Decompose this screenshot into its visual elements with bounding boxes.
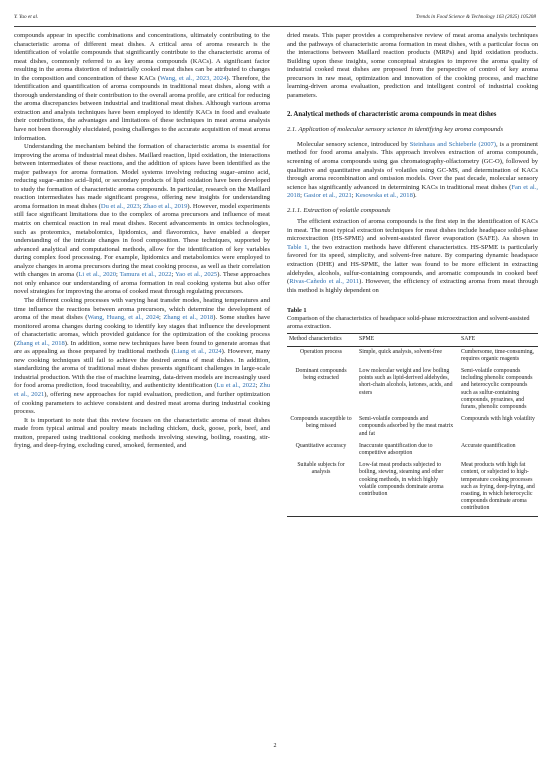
header-authors: Y. Yao et al.: [14, 14, 39, 20]
right-paragraph-3: The efficient extraction of aroma compounds is the first step in the identification of KACs in meat. The most typical extraction techniques for meat dishes include headspace solid-phase microextraction (HS-SPME) and solvent-assisted flavor evaporation (SAFE). As shown in Table 1, the two extraction methods have different characteristics. HS-SPME is particularly favored for its speed, simplicity, and solvent-free nature. By comparing dynamic headspace extraction (DHE) and HS-SPME, the latter was found to be more efficient in extracting aldehydes, alcohols, sulfur-containing compounds, and aromatic compounds in cooked beef (Rivas-Cañedo et al., 2011). However, the efficiency of extracting aroma from meat through this method is highly dependent on: [287, 218, 539, 294]
citation-link[interactable]: Zhang et al., 2018: [16, 339, 65, 347]
table-cell: Dominant compounds being extracted: [295, 368, 347, 382]
table-header-cell: SAFE: [461, 336, 476, 343]
page-number: 2: [273, 743, 277, 749]
table-cell: Quantitative accuracy: [295, 442, 347, 449]
table-row: [287, 414, 538, 441]
table-cell: Low-fat meat products subjected to boiling, stewing, steaming and other cooking methods, in which highly volatile compounds dominate aroma contribution: [359, 462, 444, 498]
table-cell: Low molecular weight and low boiling points such as lipid-derived aldehydes, short-chain alcohols, ketones, acids, and esters: [359, 368, 453, 396]
table-row: [287, 441, 538, 460]
table-row: [287, 347, 538, 366]
citation-link[interactable]: Zhang et al., 2018: [163, 314, 214, 322]
citation-link[interactable]: Wang, Huang, et al., 2024: [87, 314, 160, 322]
table-cell: Operation process: [299, 348, 342, 355]
right-paragraph-1: dried meats. This paper provides a comprehensive review of meat aroma analysis techniques and the pathways of characteristic aroma formation in meat dishes, with a particular focus on the interactions between Maillard reaction products (MRPs) and lipid oxidation products. Building upon these insights, some conceptual strategies to improve the aroma quality of industrial cooked meat dishes are proposed from the perspective of control of key aroma precursors in raw meat, optimization and innovation of the cooking process, and machine learning-driven aroma evaluation, prediction and intelligent control of industrial cooking parameters.: [287, 32, 538, 99]
left-paragraph-4: It is important to note that this review focuses on the characteristic aroma of meat dishes made from typical animal and poultry meats including chicken, duck, goose, pork, beef, and mutton, prepared using traditional cooking methods involving stewing, boiling, roasting, stir-frying, and deep-frying, excluding cured, smoked, fermented, and: [14, 416, 270, 450]
citation-link[interactable]: Kesowska et al., 2018: [355, 192, 413, 200]
left-column: [14, 32, 270, 451]
header-rule: [14, 26, 536, 27]
right-paragraph-2: Molecular sensory science, introduced by Steinhaus and Schieberle (2007), is a prominent method for food aroma analysis. This approach involves extraction of aroma compounds, screening of aroma compounds using gas chromatography-olfactometry (GC-O), followed by qualitative and quantitative analysis of volatiles using GC-MS, and determination of KACs through aroma recombination and omission models. Over the past decade, molecular sensory science has significantly advanced in determining KACs in traditional meat dishes (Fan et al., 2018; Gasior et al., 2021; Kesowska et al., 2018).: [287, 140, 538, 200]
subsection-heading: 2.1. Application of molecular sensory science in identifying key aroma compounds: [287, 126, 504, 134]
left-paragraph-2: Understanding the mechanism behind the formation of characteristic aroma is essential for improving the aroma of industrial meat dishes. Maillard reaction, lipid oxidation, the interactions between intermediates of these reactions, and the addition of spices have been identified as the major pathways for aroma formation. Model systems involving reducing sugar–amino acid, reducing sugar–amino acid–lipid, or secondary products of lipid oxidation have been developed to study the formation of characteristic aroma compounds. In particular, research on the Maillard reaction intermediates has made significant progress, offering new insights for understanding aroma formation in meat dishes (Du et al., 2023; Zhao et al., 2019). However, model experiments still face significant limitations due to the complex of aroma precursors and influence of meat matrix on chemical reaction in real meat dishes. Recent advancements in omics technologies, such as proteomics, metabolomics, lipidomics, and flavoromics, have enabled a deeper understanding of the intricate changes in food composition. These techniques, supported by advanced analytical and computational methods, allow for the identification of key variables during complex food processing. For example, lipidomics and metabolomics were employed to analyze changes in aroma precursors during the meat cooking process, as well as their correlation with changes in aroma (Li et al., 2020; Tamura et al., 2022; Yao et al., 2025). These approaches not only enhance our understanding of aroma formation in real cooking systems but also offer novel strategies for improving the aroma of cooked meat through regulating precursors.: [14, 143, 270, 296]
subsubsection-heading: 2.1.1. Extraction of volatile compounds: [287, 206, 391, 214]
table-header-cell: Method characteristics: [289, 336, 342, 343]
citation-link[interactable]: Yao et al., 2025: [175, 271, 218, 279]
table-cell: Accurate quantification: [461, 442, 516, 449]
table-cell: Compounds susceptible to being missed: [290, 416, 352, 430]
citation-link[interactable]: Steinhaus and Schieberle (2007): [409, 140, 496, 148]
table-cell: Simple, quick analysis, solvent-free: [359, 348, 442, 355]
table-cell: Compounds with high volatility: [461, 416, 535, 423]
table-row: [287, 460, 538, 515]
table-cell: Meat products with high fat content, or subjected to high-temperature cooking processes such as frying, deep-frying, and roasting, in which heterocyclic compounds dominate aroma contribution: [461, 462, 535, 512]
citation-link[interactable]: Gasior et al., 2021: [303, 192, 352, 200]
left-paragraph-1: compounds appear in specific combinations and concentrations, ultimately contributing to the characteristic aroma of different meat dishes. A critical area of aroma research is the identification of volatile compounds that significantly contribute to the characteristic aroma of meat dishes, commonly referred to as key aroma compounds (KACs). A significant factor resulting in the aroma distortion of industrially cooked meat dishes can be attributed to changes in the composition and concentration of these KACs (Wang, et al., 2023, 2024). Therefore, the identification and quantification of aroma compounds in traditional meat dishes, along with a thorough understanding of their contribution to the overall aroma profile, are critical for reducing the aroma discrepancies between industrial and traditional meat dishes. Although various aroma extraction and analysis techniques have been employed to identify KACs in food and evaluate their contributions, the advantages and limitations of these techniques in meat aroma analysis have not been thoroughly elucidated, posing challenges to the accurate acquisition of meat aroma information.: [14, 32, 270, 142]
table-cell: Suitable subjects for analysis: [297, 462, 345, 476]
table-title: Table 1: [287, 307, 307, 315]
table-bottom-rule: [287, 516, 538, 517]
left-paragraph-3: The different cooking processes with varying heat transfer modes, heating temperatures and time influence the reactions between aroma precursors, which determine the development of aroma of the meat dishes (Wang, Huang, et al., 2024; Zhang et al., 2018). Some studies have monitored aroma changes during cooking to identify key stages that influence the development of characteristic aromas, which provided guidance for the optimization of the cooking process (Zhang et al., 2018). In addition, some new techniques have been found to generate aromas that are as appealing as those prepared by traditional methods (Liang et al., 2024). However, many new cooking techniques still fail to achieve the desired aroma of meat dishes. In addition, standardizing the aroma of traditional meat dishes presents significant challenges in large-scale industrial production. With the rise of machine learning, data-driven models are increasingly used for food aroma prediction, food traceability, and authenticity identification (Lu et al., 2022; Zhu et al., 2021), offering new approaches for rapid evaluation, prediction, and further optimization of cooking parameters to achieve consistent and desired meat aroma during industrial cooking process.: [14, 296, 271, 416]
citation-link[interactable]: Rivas-Cañedo et al., 2011: [289, 278, 360, 286]
table-body: [287, 334, 538, 515]
citation-link[interactable]: Tamura et al., 2022: [119, 271, 172, 279]
header-journal: Trends in Food Science & Technology 163 (2025) 105208: [415, 14, 536, 20]
citation-link[interactable]: Lu et al., 2022: [216, 382, 256, 390]
citation-link[interactable]: Fan et al., 2018: [287, 183, 538, 200]
table-cell: Semi-volatile compounds and compounds adsorbed by the meat matrix and fat: [359, 416, 454, 437]
citation-link[interactable]: Zhao et al., 2019: [143, 202, 188, 210]
citation-link[interactable]: Du et al., 2023: [100, 202, 140, 210]
citation-link[interactable]: Wang, et al., 2023, 2024: [160, 74, 227, 82]
table-header-cell: SPME: [359, 336, 375, 343]
table-cell: Semi-volatile compounds including phenolic compounds and heterocyclic compounds such as sulfur-containing compounds, pyrazines, and furans, phenolic compounds: [461, 368, 533, 411]
right-column: [287, 32, 538, 517]
table-row: [287, 366, 538, 414]
table-cell: Inaccurate quantification due to competitive adsorption: [359, 442, 433, 457]
running-header: [14, 14, 536, 24]
table-cell: Cumbersome, time-consuming, requires organic reagents: [461, 348, 534, 362]
table-reference-link[interactable]: Table 1: [287, 243, 308, 251]
citation-link[interactable]: Zhu et al., 2021: [14, 382, 270, 398]
table-header-row: [287, 334, 538, 345]
comparison-table: [287, 307, 538, 516]
section-heading: 2. Analytical methods of characteristic aroma compounds in meat dishes: [287, 111, 497, 119]
table-caption: Comparison of the characteristics of headspace solid-phase microextraction and solvent-assisted aroma extraction.: [287, 315, 530, 330]
citation-link[interactable]: Liang et al., 2024: [173, 348, 222, 356]
citation-link[interactable]: Li et al., 2020: [78, 271, 117, 279]
